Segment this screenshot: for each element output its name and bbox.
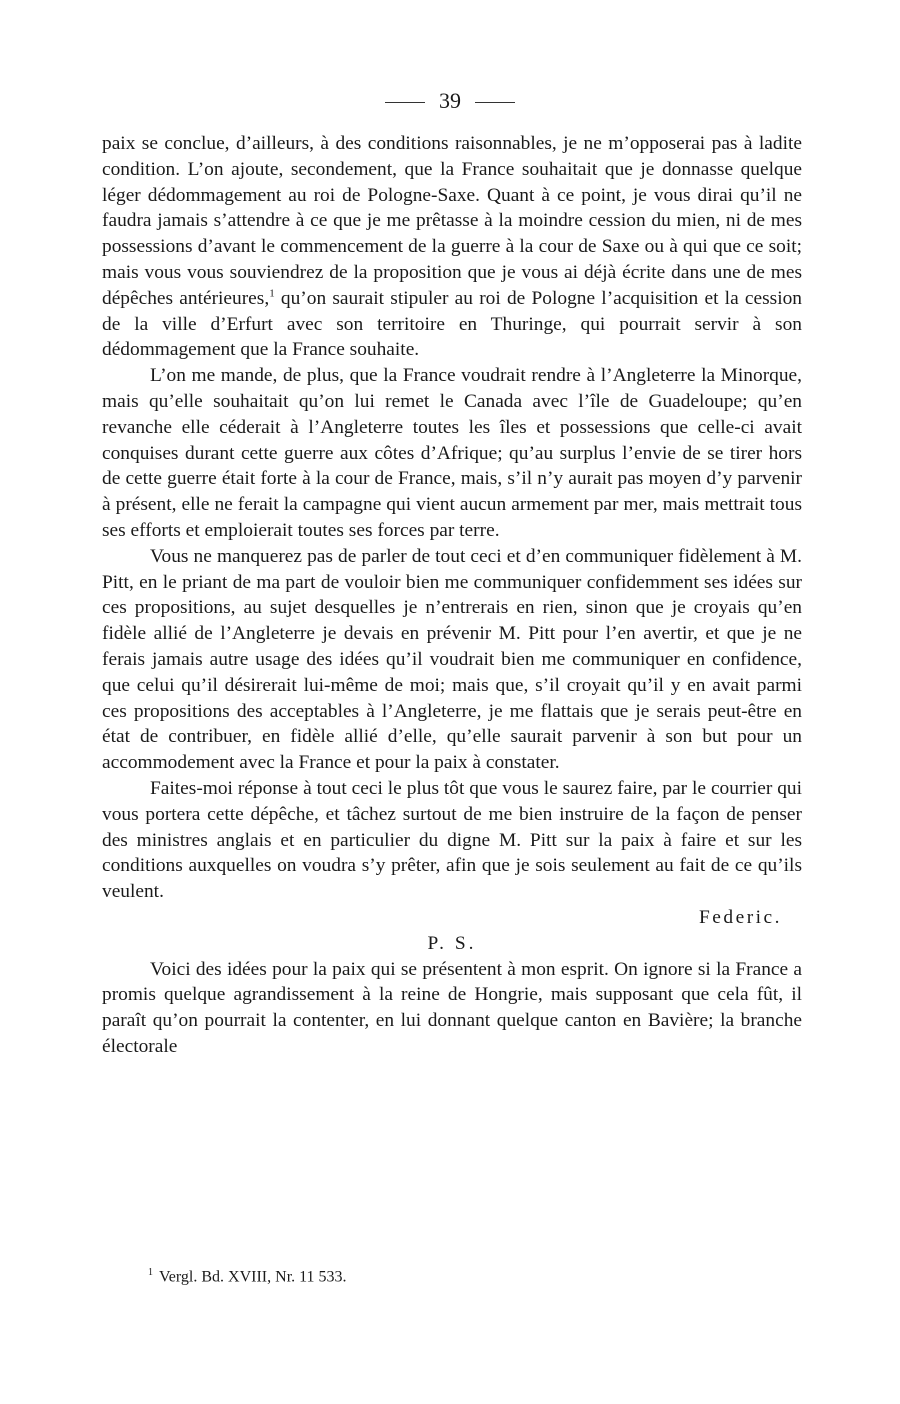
header-rule-left xyxy=(385,102,425,103)
page-header xyxy=(0,86,900,116)
footnote xyxy=(148,1262,347,1288)
body-text xyxy=(102,131,802,1060)
page-number: 39 xyxy=(439,88,461,113)
paragraph-3: Vous ne manquerez pas de parler de tout ceci et d’en communiquer fidèlement à M. Pitt, en le priant de ma part de vouloir bien me communiquer confidemment ses idées sur ces propositions, au sujet desquelles je n’entrerais en rien, sinon que je croyais qu’en fidèle allié de l’Angleterre je devais en prévenir M. Pitt pour l’en avertir, et que je ne ferais jamais autre usage des idées qu’il voudrait bien me communiquer en confidence, que celui qu’il désirerait lui-même de moi; mais que, s’il croyait qu’il y en avait parmi ces propositions des acceptables à l’Angleterre, je me flattais que je serais peut-être en état de contribuer, en fidèle allié d’elle, qu’elle saurait parvenir à son but pour un accommodement avec la France et pour la paix à constater. xyxy=(102,545,802,774)
postscript-heading: P. S. xyxy=(427,932,477,954)
footnote-reference: 1 xyxy=(269,287,275,300)
paragraph-1-text-b: qu’on saurait stipuler au roi de Pologne l’acquisition et la cession de la ville d’Erfurt avec son territoire en Thuringe, qui pourrait servir à son dédommagement que la France souhaite. xyxy=(102,287,802,361)
footnote-text: Vergl. Bd. XVIII, Nr. 11 533. xyxy=(159,1268,347,1286)
paragraph-4: Faites-moi réponse à tout ceci le plus tôt que vous le saurez faire, par le courrier qui vous portera cette dépêche, et tâchez surtout de me bien instruire de la façon de penser des ministres anglais et en particulier du digne M. Pitt sur la paix à faire et sur les conditions auxquelles on voudra s’y prêter, afin que je sois seulement au fait de ce qu’ils veulent. xyxy=(102,777,802,903)
paragraph-2: L’on me mande, de plus, que la France voudrait rendre à l’Angleterre la Minorque, mais qu’elle souhaitait qu’on lui remet le Canada avec l’île de Guadeloupe; qu’en revanche elle céderait à l’Angleterre toutes les îles et possessions que celle-ci avait conquises durant cette guerre aux côtes d’Afrique; qu’au surplus l’envie de se tirer hors de cette guerre était forte à la cour de France, mais, s’il n’y aurait pas moyen d’y parvenir à présent, elle ne ferait la campagne qui vient aucun armement par mer, mais mettrait tous ses efforts et emploierait toutes ses forces par terre. xyxy=(102,365,802,541)
paragraph-5: Voici des idées pour la paix qui se présentent à mon esprit. On ignore si la France a promis quelque agrandissement à la reine de Hongrie, mais supposant que cela fût, il paraît qu’on pourrait la contenter, en lui donnant quelque canton en Bavière; la branche électorale xyxy=(102,958,802,1057)
paragraph-1-text-a: paix se conclue, d’ailleurs, à des conditions raisonnables, je ne m’opposerai pas à ladite condition. L’on ajoute, secondement, que la France souhaitait que je donnasse quelque léger dédommagement au roi de Pologne-Saxe. Quant à ce point, je vous dirai qu’il ne faudra jamais s’attendre à ce que je me prêtasse à la moindre cession du mien, ni de mes possessions d’avant le commencement de la guerre à la cour de Saxe ou à qui que ce soit; mais vous vous souviendrez de la proposition que je vous ai déjà écrite dans une de mes dépêches antérieures, xyxy=(102,133,802,309)
header-rule-right xyxy=(475,102,515,103)
signature: Federic. xyxy=(699,906,782,928)
paragraph-1 xyxy=(102,131,802,363)
footnote-number: 1 xyxy=(148,1267,153,1278)
